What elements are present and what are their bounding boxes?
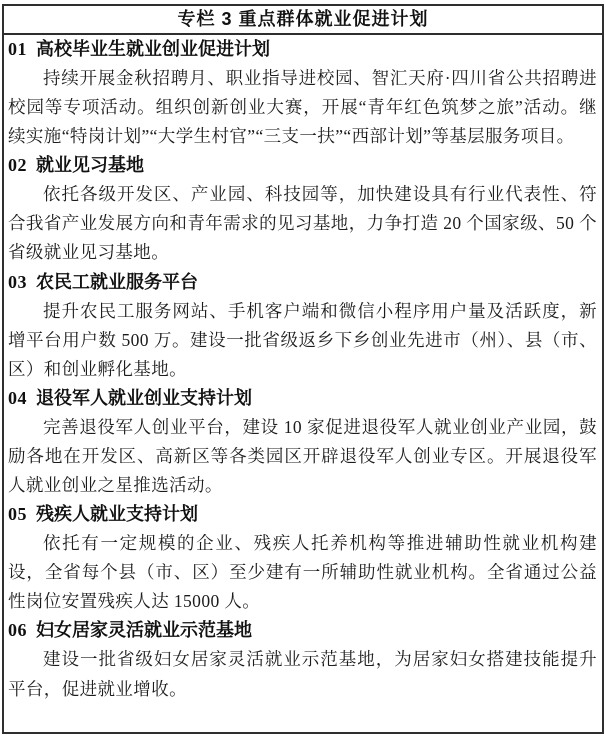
section-heading-text: 就业见习基地 (36, 155, 144, 176)
section-02 (8, 151, 597, 267)
section-paragraph: 依托有一定规模的企业、残疾人托养机构等推进辅助性就业机构建设，全省每个县（市、区）至少建有一所辅助性就业机构。全省通过公益性岗位安置残疾人达 15000 人。 (8, 533, 597, 612)
section-06 (8, 616, 597, 703)
section-heading (8, 616, 597, 645)
section-number: 01 (8, 39, 27, 59)
section-heading-text: 农民工就业服务平台 (36, 271, 198, 292)
panel-content (4, 35, 602, 704)
section-01 (8, 35, 597, 151)
section-number: 03 (8, 271, 27, 292)
section-04 (8, 384, 597, 500)
boxed-column-panel (2, 4, 604, 734)
section-number: 06 (8, 620, 27, 641)
section-03 (8, 268, 597, 384)
section-number: 05 (8, 504, 27, 525)
panel-title: 专栏 3 重点群体就业促进计划 (4, 6, 602, 35)
section-paragraph: 持续开展金秋招聘月、职业指导进校园、智汇天府·四川省公共招聘进校园等专项活动。组织创新创业大赛，开展“青年红色筑梦之旅”活动。继续实施“特岗计划”“大学生村官”“三支一扶”“西部计划”等基层服务项目。 (8, 68, 597, 147)
section-heading (8, 384, 597, 413)
section-heading (8, 500, 597, 529)
section-number: 04 (8, 387, 27, 408)
section-paragraph: 提升农民工服务网站、手机客户端和微信小程序用户量及活跃度，新增平台用户数 500 万。建设一批省级返乡下乡创业先进市（州）、县（市、区）和创业孵化基地。 (8, 300, 597, 379)
section-number: 02 (8, 155, 27, 176)
section-heading (8, 151, 597, 180)
section-heading-text: 退役军人就业创业支持计划 (36, 387, 252, 408)
section-heading-text: 残疾人就业支持计划 (36, 504, 198, 525)
section-heading-text: 高校毕业生就业创业促进计划 (36, 39, 270, 59)
section-paragraph: 依托各级开发区、产业园、科技园等，加快建设具有行业代表性、符合我省产业发展方向和青年需求的见习基地，力争打造 20 个国家级、50 个省级就业见习基地。 (8, 184, 597, 263)
section-heading (8, 35, 597, 64)
section-heading-text: 妇女居家灵活就业示范基地 (36, 620, 252, 641)
section-05 (8, 500, 597, 616)
section-paragraph: 建设一批省级妇女居家灵活就业示范基地，为居家妇女搭建技能提升平台，促进就业增收。 (8, 649, 597, 699)
section-heading (8, 268, 597, 297)
section-paragraph: 完善退役军人创业平台，建设 10 家促进退役军人就业创业产业园，鼓励各地在开发区、高新区等各类园区开辟退役军人创业专区。开展退役军人就业创业之星推选活动。 (8, 416, 597, 496)
